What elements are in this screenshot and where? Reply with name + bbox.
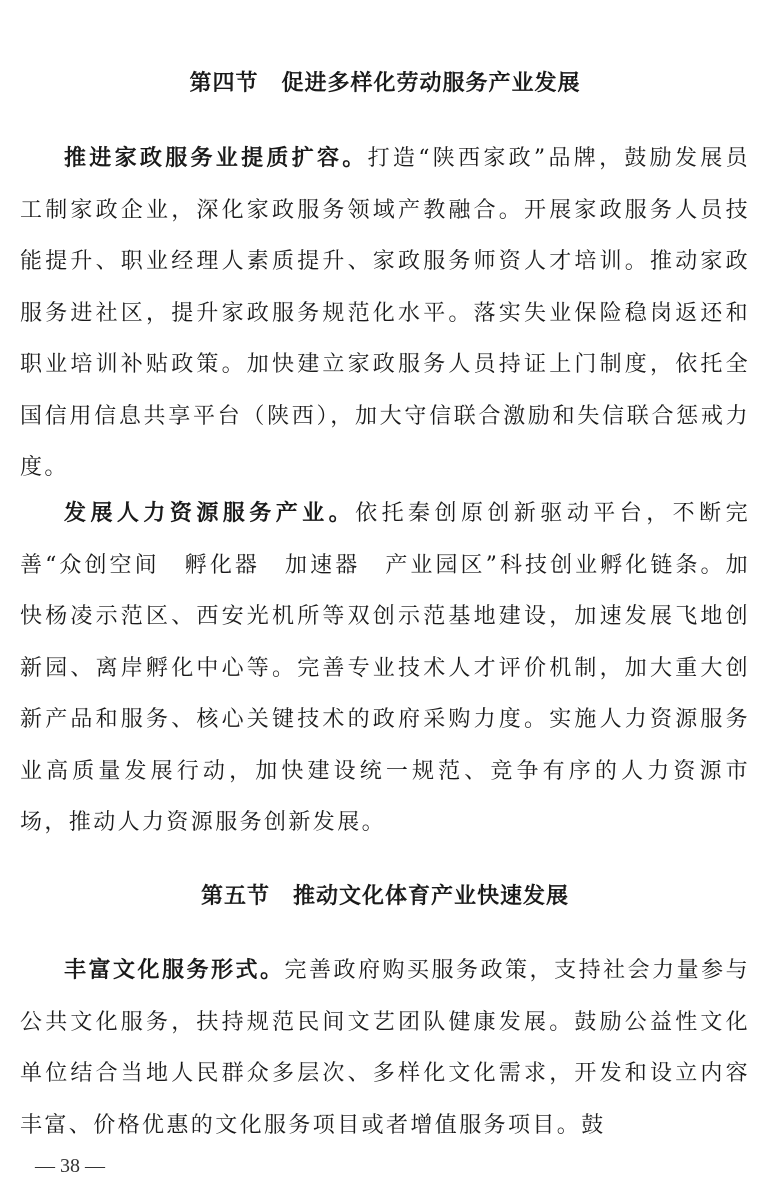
paragraph-cultural-services [20, 945, 750, 1151]
paragraph-body: 打造“陕西家政”品牌，鼓励发展员工制家政企业，深化家政服务领域产教融合。开展家政服务人员技能提升、职业经理人素质提升、家政服务师资人才培训。推动家政服务进社区，提升家政服务规范化水平。落实失业保险稳岗返还和职业培训补贴政策。加快建立家政服务人员持证上门制度，依托全国信用信息共享平台（陕西），加大守信联合激励和失信联合惩戒力度。 [20, 146, 750, 480]
paragraph-housekeeping [20, 133, 750, 494]
paragraph-lead: 推进家政服务业提质扩容。 [64, 146, 368, 171]
section-4-heading: 第四节 促进多样化劳动服务产业发展 [189, 71, 581, 96]
paragraph-lead: 发展人力资源服务产业。 [64, 501, 356, 526]
section-5-heading: 第五节 推动文化体育产业快速发展 [200, 884, 569, 909]
page-number: — 38 — [35, 1155, 105, 1177]
paragraph-lead: 丰富文化服务形式。 [64, 958, 285, 983]
paragraph-body: 完善政府购买服务政策，支持社会力量参与公共文化服务，扶持规范民间文艺团队健康发展。鼓励公益性文化单位结合当地人民群众多层次、多样化文化需求，开发和设立内容丰富、价格优惠的文化服务项目或者增值服务项目。鼓 [20, 958, 750, 1138]
paragraph-human-resources [20, 488, 750, 849]
paragraph-body: 依托秦创原创新驱动平台，不断完善“众创空间 孵化器 加速器 产业园区”科技创业孵化链条。加快杨凌示范区、西安光机所等双创示范基地建设，加速发展飞地创新园、离岸孵化中心等。完善专业技术人才评价机制，加大重大创新产品和服务、核心关键技术的政府采购力度。实施人力资源服务业高质量发展行动，加快建设统一规范、竞争有序的人力资源市场，推动人力资源服务创新发展。 [20, 501, 750, 835]
